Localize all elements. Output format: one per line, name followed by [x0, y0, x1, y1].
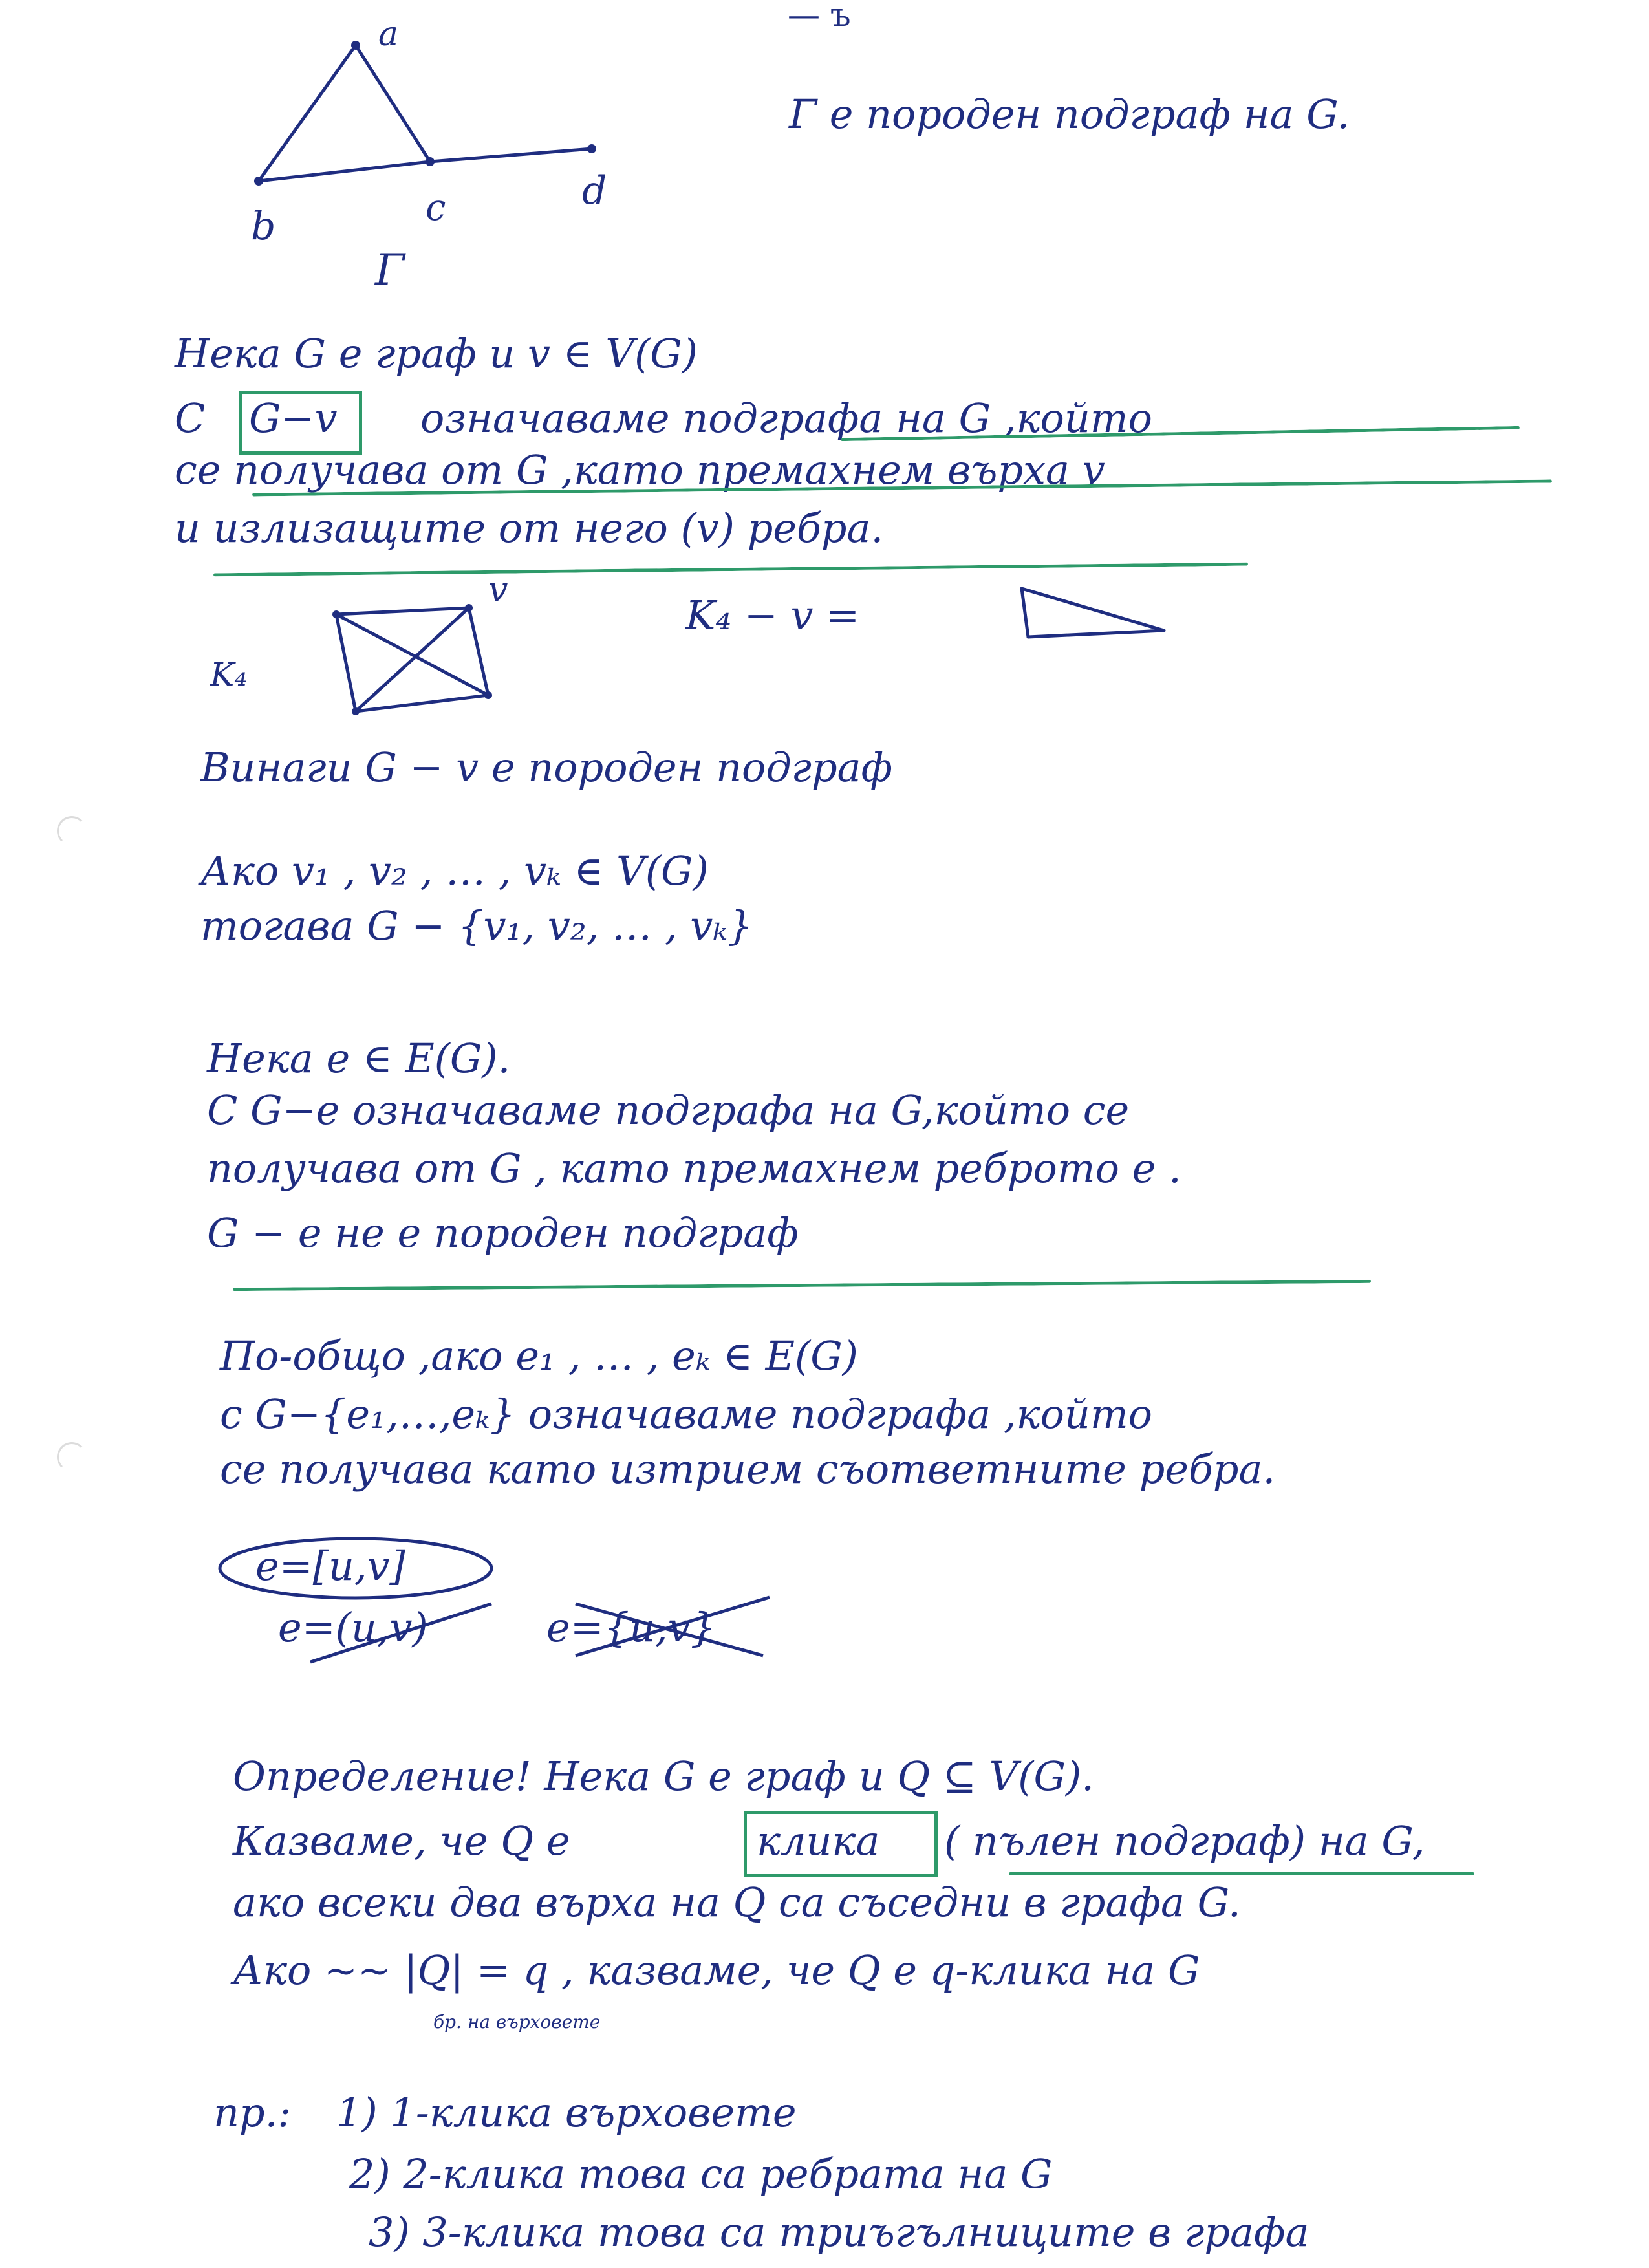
p4-line2: С G−e означаваме подграфа на G,който се: [207, 1086, 1130, 1134]
p1-line2-rest: означаваме подграфа на G ,който: [420, 394, 1152, 442]
vertex-c: [426, 157, 435, 166]
p3-line1: Ако v₁ , v₂ , … , vₖ ∈ V(G): [200, 847, 709, 894]
vertex-label-b: b: [251, 204, 276, 249]
p5-line2: с G−{e₁,…,eₖ} означаваме подграфа ,който: [220, 1390, 1152, 1438]
example-1-clique: 1) 1-клика върховете: [336, 2089, 797, 2136]
punch-hole-mark: [57, 816, 87, 846]
edge-notation-crossed-2: e={u,v}: [546, 1604, 717, 1651]
p5-line3: се получава като изтрием съответните ребра.: [220, 1445, 1276, 1493]
example-2-clique: 2) 2-клика това са ребрата на G: [349, 2150, 1053, 2198]
k4-name-label: K₄: [210, 656, 248, 693]
p1-line2-start: С: [175, 394, 206, 442]
edge-notation-crossed-1: e=(u,v): [278, 1604, 428, 1651]
p6-line2-rest: ( пълен подграф) на G,: [944, 1817, 1425, 1864]
cross-out-mark-1: [304, 1597, 498, 1669]
p6-line2-start: Казваме, че Q е: [233, 1817, 570, 1864]
p5-line1: По-общо ,ако e₁ , … , eₖ ∈ E(G): [220, 1332, 858, 1379]
edge-b-c: [259, 162, 430, 181]
punch-hole-mark: [57, 1442, 87, 1472]
header-note: — ъ: [788, 0, 851, 34]
green-underline: [1009, 1872, 1474, 1875]
vertex-label-d: d: [582, 168, 607, 213]
p6-number-of-vertices-note: бр. на върховете: [433, 2011, 601, 2033]
examples-lead: пр.:: [213, 2089, 292, 2136]
vertex-b: [254, 177, 263, 186]
p6-definition-line1: Определение! Нека G е граф и Q ⊆ V(G).: [233, 1753, 1094, 1800]
p4-line3: получава от G , като премахнем реброто e .: [207, 1145, 1181, 1192]
vertex-label-a: a: [378, 15, 399, 54]
gamma-induced-subgraph-line: Γ е породен подграф на G.: [789, 91, 1350, 138]
vertex-a: [351, 41, 360, 50]
vertex-d: [587, 144, 596, 153]
p1-line1: Нека G е граф и v ∈ V(G): [175, 330, 698, 377]
k4-minus-v-triangle: [1015, 582, 1209, 660]
example-3-clique: 3) 3-клика това са триъгълниците в графа: [369, 2209, 1310, 2256]
p6-line2-boxed: клика: [757, 1817, 880, 1864]
edge-notation-circled: e=[u,v]: [255, 1542, 405, 1590]
p1-line3: се получава от G ,като премахнем върха v: [175, 446, 1105, 493]
p4-line4: G − e не е породен подграф: [207, 1209, 799, 1257]
k4-vertex-v-label: v: [488, 569, 508, 610]
edge-a-b: [259, 45, 356, 181]
p3-line2: тогава G − {v₁, v₂, … , vₖ}: [200, 902, 753, 949]
cross-out-mark-2: [569, 1591, 776, 1662]
vertex-label-c: c: [426, 187, 446, 229]
edge-a-c: [356, 45, 430, 162]
green-underline: [233, 1280, 1371, 1291]
graph-gamma-figure: [233, 15, 685, 297]
edge-c-d: [430, 149, 592, 162]
green-underline: [213, 563, 1248, 577]
p6-line4: Ако ~~ |Q| = q , казваме, че Q е q-клика на G: [233, 1947, 1200, 1994]
k4-figure: [194, 569, 582, 750]
p2-always-induced: Винаги G − v е породен подграф: [200, 744, 893, 791]
p4-line1: Нека e ∈ E(G).: [207, 1035, 511, 1082]
p1-line2-boxed: G−v: [249, 394, 338, 442]
p1-line4: и излизащите от него (v) ребра.: [175, 504, 884, 552]
graph-name-gamma: Γ: [375, 245, 405, 295]
k4-minus-v-equation: K₄ − v =: [685, 592, 860, 639]
p6-line3: ако всеки два върха на Q са съседни в графа G.: [233, 1879, 1241, 1926]
